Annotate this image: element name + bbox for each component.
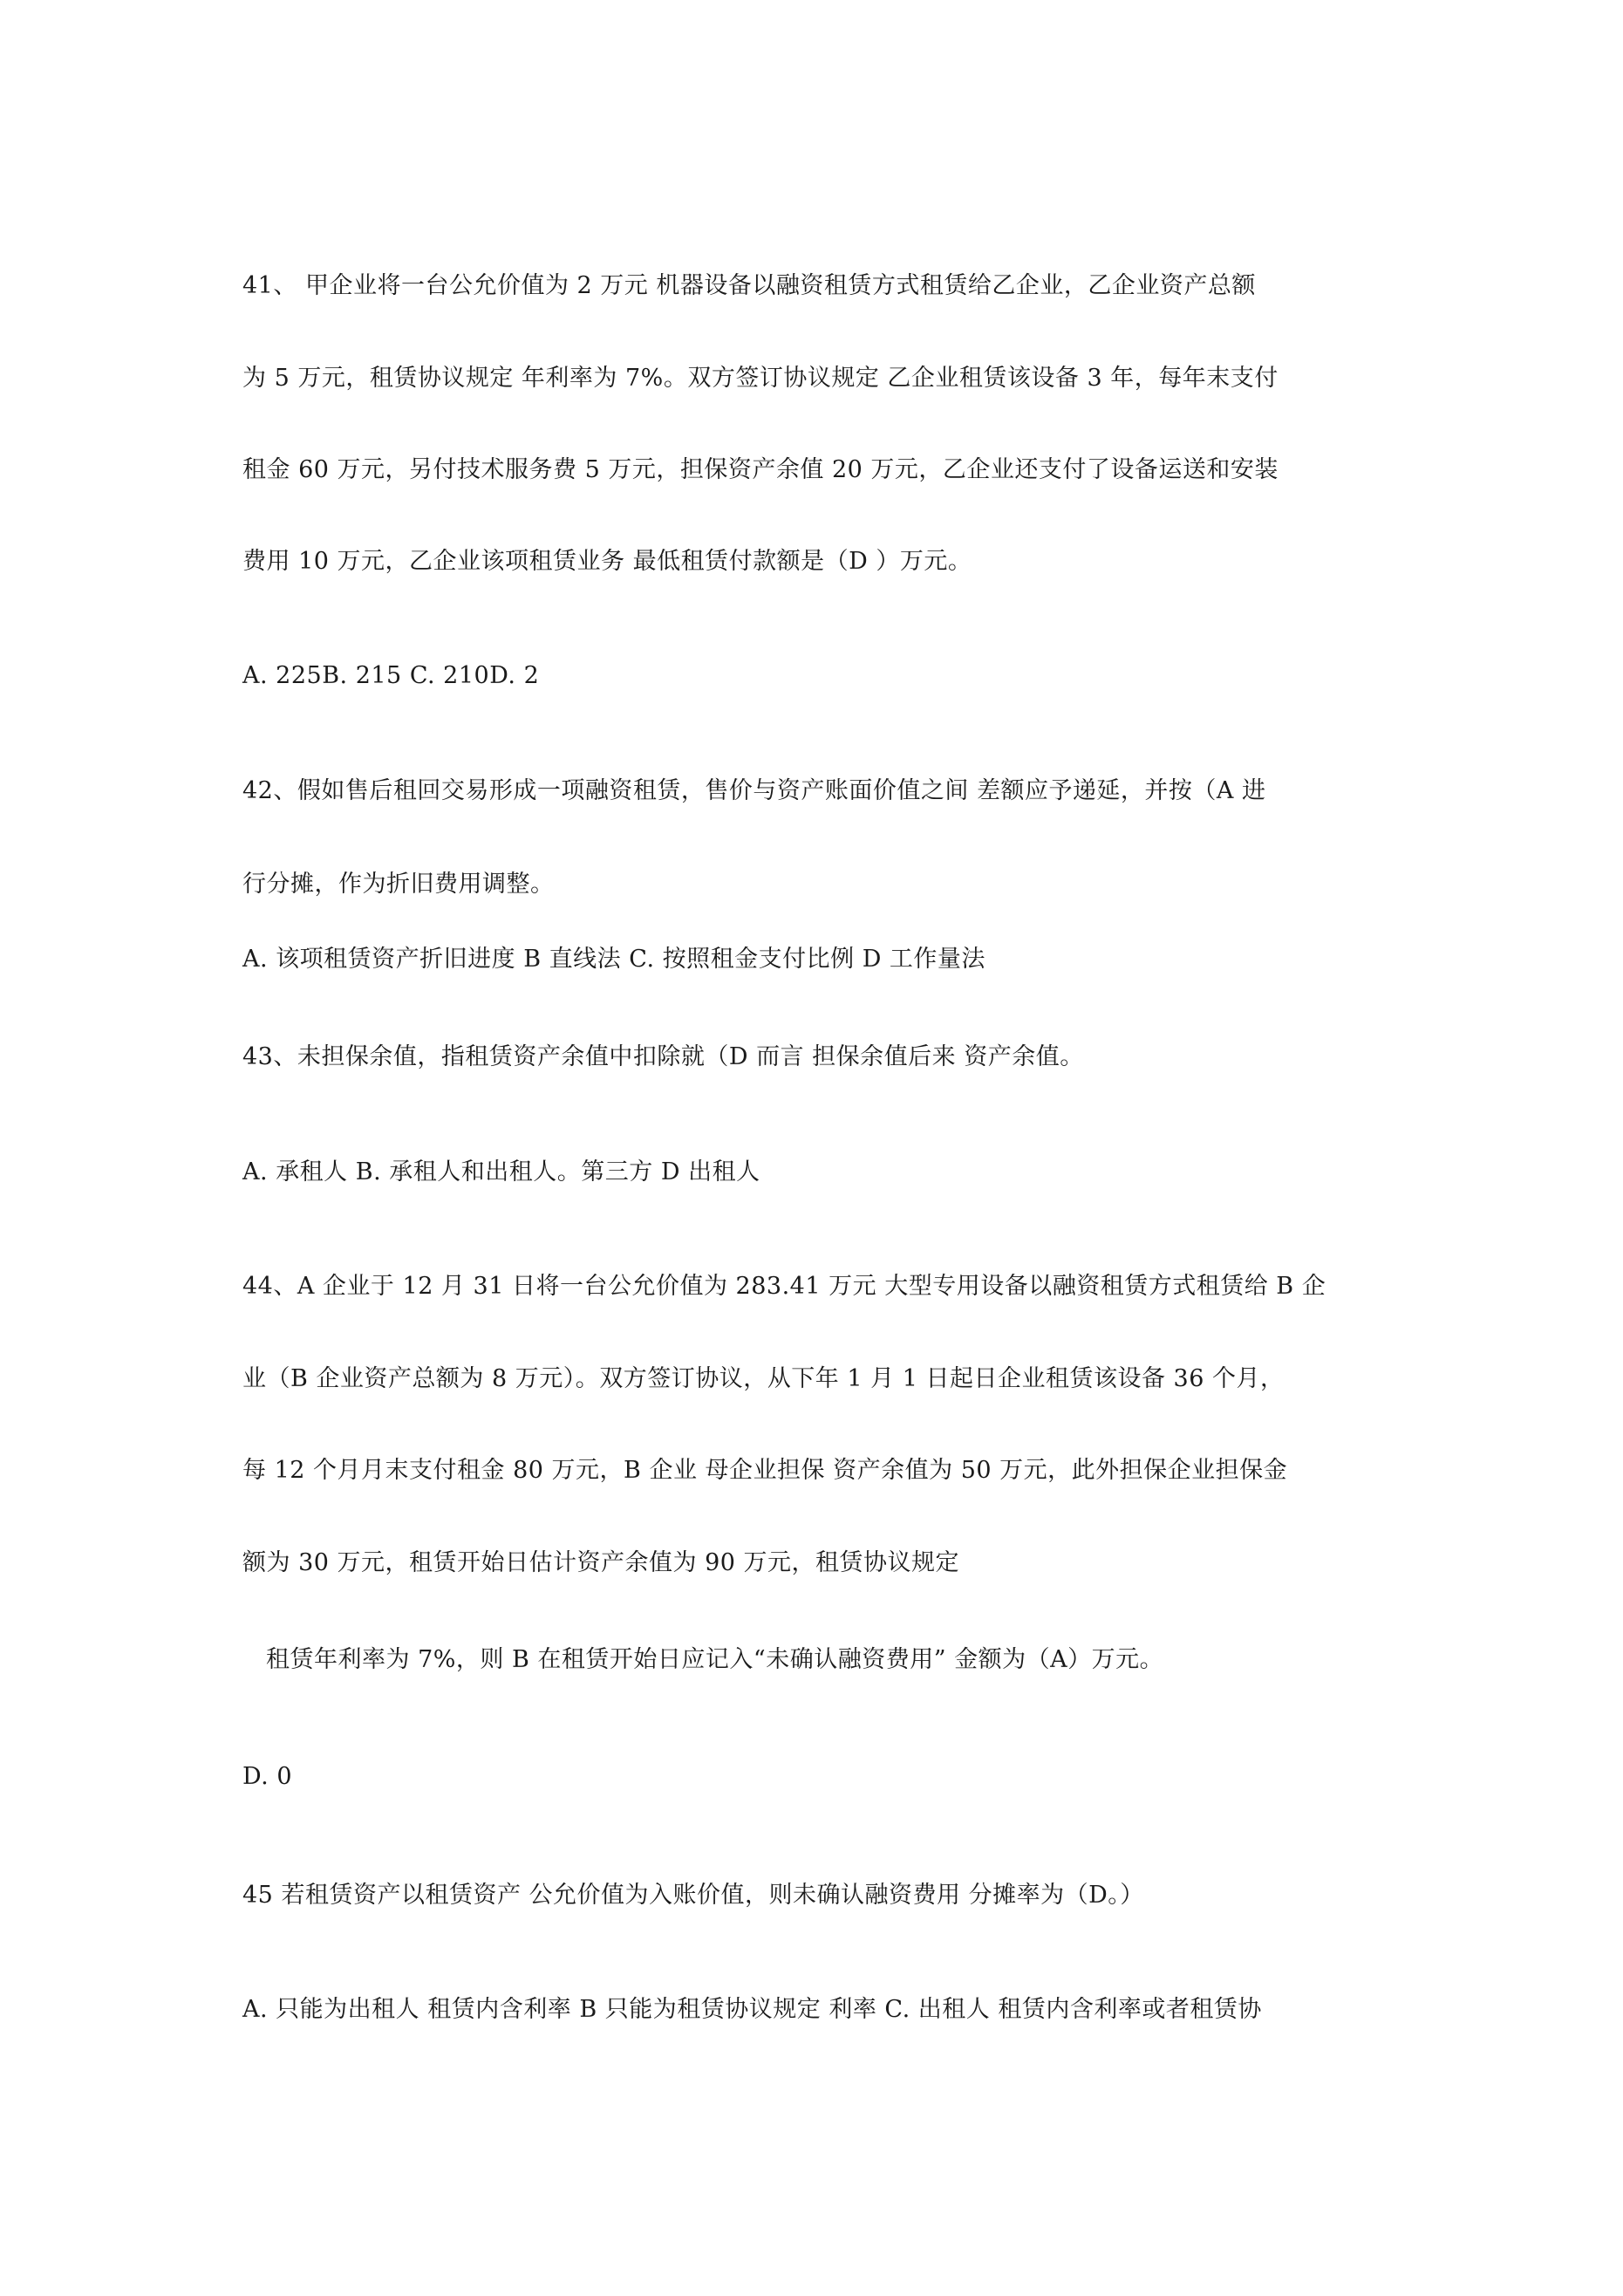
q41-options: A. 225B. 215 C. 210D. 2	[242, 662, 540, 689]
q41-line-1: 41、 甲企业将一台公允价值为 2 万元 机器设备以融资租赁方式租赁给乙企业，乙企业资产总额	[242, 272, 1256, 299]
q44-line-3: 每 12 个月月末支付租金 80 万元，B 企业 母企业担保 资产余值为 50 万元，此外担保企业担保金	[242, 1457, 1288, 1484]
q45-options: A. 只能为出租人 租赁内含利率 B 只能为租赁协议规定 利率 C. 出租人 租赁内含利率或者租赁协	[242, 1996, 1262, 2023]
q41-line-4: 费用 10 万元，乙企业该项租赁业务 最低租赁付款额是（D ）万元。	[242, 548, 972, 575]
q43-options: A. 承租人 B. 承租人和出租人。第三方 D 出租人	[242, 1158, 760, 1186]
q44-line-5: 租赁年利率为 7%，则 B 在租赁开始日应记入“未确认融资费用” 金额为（A）万元。	[266, 1646, 1164, 1673]
q42-line-1: 42、假如售后租回交易形成一项融资租赁，售价与资产账面价值之间 差额应予递延，并按（A 进	[242, 777, 1266, 804]
q43-line-1: 43、未担保余值，指租赁资产余值中扣除就（D 而言 担保余值后来 资产余值。	[242, 1043, 1084, 1070]
q44-line-4: 额为 30 万元，租赁开始日估计资产余值为 90 万元，租赁协议规定	[242, 1549, 960, 1576]
q42-options: A. 该项租赁资产折旧进度 B 直线法 C. 按照租金支付比例 D 工作量法	[242, 946, 985, 973]
q44-line-1: 44、A 企业于 12 月 31 日将一台公允价值为 283.41 万元 大型专用设备以融资租赁方式租赁给 B 企	[242, 1273, 1326, 1300]
q41-line-3: 租金 60 万元，另付技术服务费 5 万元，担保资产余值 20 万元，乙企业还支付了设备运送和安装	[242, 456, 1279, 483]
q41-line-2: 为 5 万元，租赁协议规定 年利率为 7%。双方签订协议规定 乙企业租赁该设备 3 年，每年末支付	[242, 365, 1279, 392]
q42-line-2: 行分摊，作为折旧费用调整。	[242, 871, 555, 898]
q44-options: D. 0	[242, 1763, 293, 1790]
q44-line-2: 业（B 企业资产总额为 8 万元）。双方签订协议，从下年 1 月 1 日起日企业租赁该设备 36 个月，	[242, 1365, 1285, 1392]
q45-line-1: 45 若租赁资产以租赁资产 公允价值为入账价值，则未确认融资费用 分摊率为（D。）	[242, 1882, 1144, 1909]
